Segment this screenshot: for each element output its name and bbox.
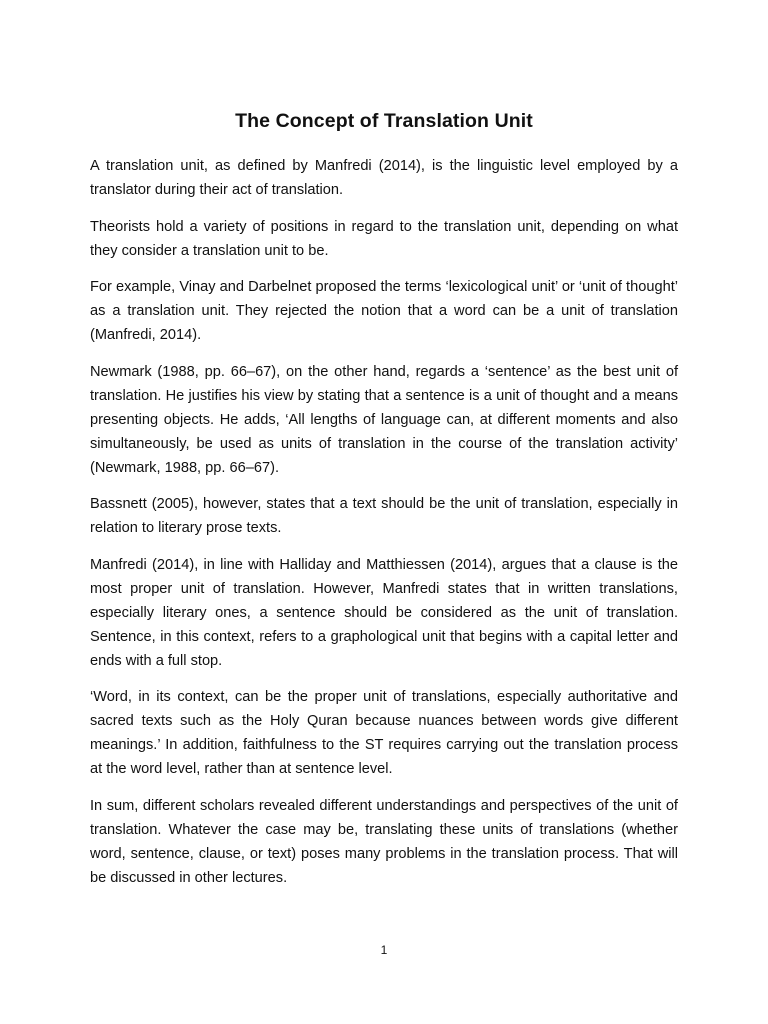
document-body [90, 154, 678, 902]
paragraph-manfredi: Manfredi (2014), in line with Halliday and Matthiessen (2014), argues that a clause is the most proper unit of translation. However, Manfredi states that in written translations, especially literary ones, a sentence should be considered as the unit of translation. Sentence, in this context, refers to a graphological unit that begins with a capital letter and ends with a full stop. [90, 556, 678, 669]
paragraph-word-context: ‘Word, in its context, can be the proper unit of translations, especially authoritative and sacred texts such as the Holy Quran because nuances between words give different meanings.’ In addition, faithfulness to the ST requires carrying out the translation process at the word level, rather than at sentence level. [90, 689, 678, 777]
paragraph-summary: In sum, different scholars revealed different understandings and perspectives of the unit of translation. Whatever the case may be, translating these units of translations (whether word, sentence, clause, or text) poses many problems in the translation process. That will be discussed in other lectures. [90, 797, 678, 886]
page-number: 1 [380, 943, 388, 957]
paragraph-vinay-darbelnet: For example, Vinay and Darbelnet proposed the terms ‘lexicological unit’ or ‘unit of thought’ as a translation unit. They rejected the notion that a word can be a unit of translation (Manfredi, 2014). [90, 279, 678, 343]
paragraph-newmark: Newmark (1988, pp. 66–67), on the other hand, regards a ‘sentence’ as the best unit of translation. He justifies his view by stating that a sentence is a unit of thought and a means presenting objects. He adds, ‘All lengths of language can, at different moments and also simultaneously, be used as units of translation in the course of the translation activity’ (Newmark, 1988, pp. 66–67). [90, 363, 678, 476]
paragraph-definition: A translation unit, as defined by Manfredi (2014), is the linguistic level employed by a translator during their act of translation. [90, 158, 678, 198]
page-title: The Concept of Translation Unit [235, 110, 533, 132]
paragraph-theorists: Theorists hold a variety of positions in regard to the translation unit, depending on what they consider a translation unit to be. [90, 218, 678, 259]
paragraph-bassnett: Bassnett (2005), however, states that a text should be the unit of translation, especially in relation to literary prose texts. [90, 496, 678, 536]
